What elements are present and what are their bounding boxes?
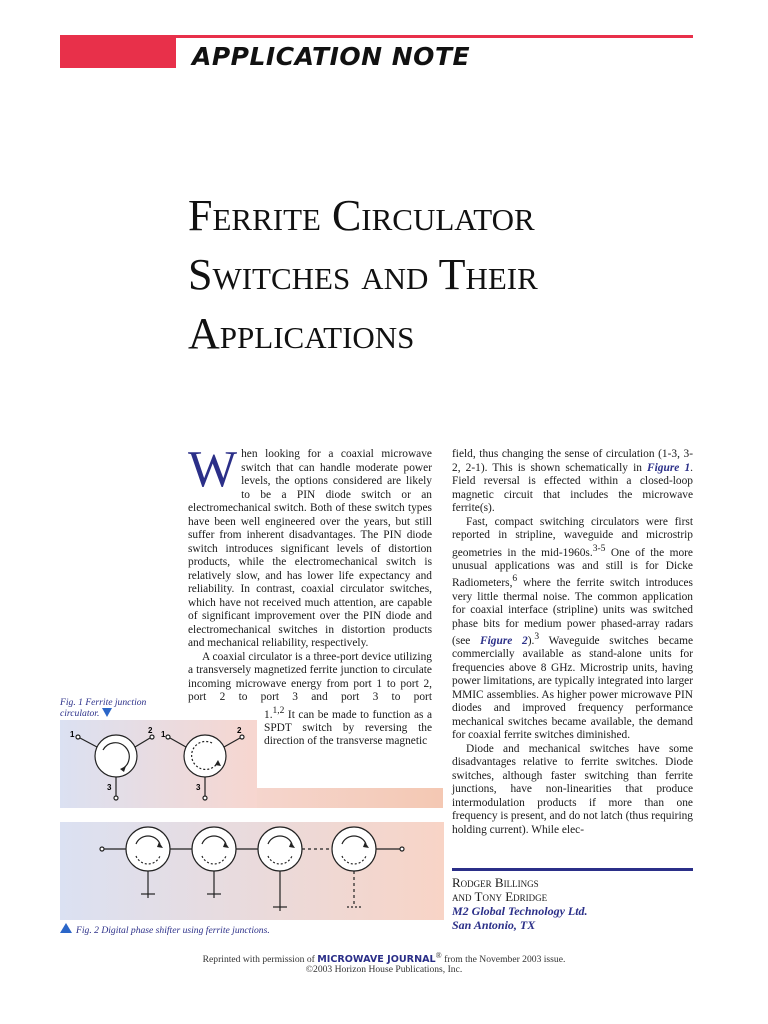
paragraph-4-text-b: One of the more unusual applications was and still is for Dicke Radiometers, — [452, 546, 693, 590]
drop-cap: W — [188, 441, 238, 498]
paragraph-4-text-a: Fast, compact switching circulators were first reported in stripline, waveguide and microstrip geometries in the mid-1960s. — [452, 515, 693, 559]
body-column-2 — [452, 448, 693, 837]
port-label-2-left: 2 — [148, 726, 153, 735]
header-rule — [176, 35, 693, 38]
author-line-1: Rodger Billings — [452, 875, 539, 890]
paragraph-4-text-e: Waveguide switches became commercially available as stand-alone units for frequencies above 8 GHz. Microstrip units, having power limitations, are typically integrated into larger MMIC assemblies. As higher power microwave PIN diodes and improved frequency performance mechanical switches became available, the demand for coaxial ferrite switches diminished. — [452, 634, 694, 742]
paragraph-5: Diode and mechanical switches have some disadvantages relative to ferrite switches. Diode switches, although faster switching than ferrite junctions, have non-linearities that produce intermodulation products if more than one frequency is present, and do not latch (thus requiring holding current). While elec- — [452, 742, 693, 836]
paragraph-3-text-b: . Field reversal is effected within a closed-loop magnetic circuit that includes the microwave ferrite(s). — [452, 461, 693, 514]
triangle-down-icon — [102, 708, 112, 717]
figure-1 — [60, 720, 257, 808]
paragraph-1 — [188, 441, 432, 651]
figure-2-caption — [60, 923, 270, 936]
paragraph-1-text: hen looking for a coaxial microwave switch that can handle moderate power levels, the options considered are likely to be a PIN diode switch or an electromechanical switch. Both of these switch types have been well engineered over the years, but still suffer from inherent disadvantages. The PIN diode switch introduces significant levels of distortion products, while the electromechanical switch is relatively slow, and has lower life expectancy and reliability. In contrast, coaxial circulator switches, which have not received much attention, are capable of significant improvement over the PIN diode and electromechanical switches in distortion products and mechanical reliability, respectively. — [188, 448, 432, 649]
circulator-right — [184, 735, 226, 777]
port-label-1-left: 1 — [70, 730, 75, 739]
figure-2-caption-text: Fig. 2 Digital phase shifter using ferrite junctions. — [76, 925, 270, 936]
reprint-text-b: from the November 2003 issue. — [441, 954, 566, 966]
title-line-2: Switches and Their — [188, 250, 538, 299]
citation-1-2: 1,2 — [272, 705, 285, 716]
paragraph-4-text-c: where the ferrite switch introduces very little thermal noise. The common application for coaxial interface (stripline) units was switched phase bits for medium power phased-array radars (see — [452, 577, 693, 647]
paragraph-4-text-d: ). — [527, 634, 535, 647]
figure-1-reference: Figure 1 — [647, 461, 691, 474]
paragraph-4 — [452, 516, 693, 743]
paragraph-3 — [452, 448, 693, 516]
paragraph-3-text-a: field, thus changing the sense of circulation (1-3, 3-2, 2-1). This is shown schematically in — [452, 448, 693, 474]
figure-2 — [60, 822, 444, 920]
author-location: San Antonio, TX — [452, 918, 536, 932]
figure-1-diagram — [60, 720, 257, 808]
title-line-1: Ferrite Circulator — [188, 191, 535, 240]
citation-6: 6 — [512, 574, 518, 585]
port-label-1-right: 1 — [161, 730, 166, 739]
author-rule — [452, 868, 693, 871]
paragraph-2-text: A coaxial circulator is a three-port device utilizing a transversely magnetized ferrite junction to circulate incoming microwave energy from port 1 to port 2, port 2 to port 3 and port 3 to port 1. — [188, 650, 432, 721]
figure-2-reference: Figure 2 — [480, 634, 528, 647]
journal-name: MICROWAVE JOURNAL — [317, 954, 436, 966]
header-red-bar — [60, 35, 176, 68]
copyright-notice: ©2003 Horizon House Publications, Inc. — [305, 964, 463, 975]
port-label-3-left: 3 — [107, 783, 112, 792]
citation-3-5: 3-5 — [592, 543, 606, 554]
circulator-left — [95, 735, 137, 777]
paragraph-2-end: It can be made to function as a SPDT switch by reversing the direction of the transverse magnetic — [264, 708, 432, 748]
port-label-2-right: 2 — [237, 726, 242, 735]
ferrite-junction-3 — [258, 827, 302, 871]
author-company: M2 Global Technology Ltd. — [452, 904, 588, 918]
article-title — [188, 186, 708, 363]
author-block — [452, 876, 693, 932]
ferrite-junction-2 — [192, 827, 236, 871]
figure-2-diagram — [60, 822, 444, 920]
reprint-text-a: Reprinted with permission of — [202, 954, 318, 966]
figure-1-background-extension — [257, 788, 443, 808]
figure-1-caption — [60, 697, 175, 719]
port-label-3-right: 3 — [196, 783, 201, 792]
figure-1-caption-text: Fig. 1 Ferrite junction circulator. — [60, 697, 147, 719]
title-line-3: Applications — [188, 309, 415, 358]
ferrite-junction-4 — [332, 827, 376, 871]
triangle-up-icon — [60, 923, 72, 933]
citation-3: 3 — [534, 632, 540, 643]
trademark-symbol: ® — [435, 951, 442, 960]
ferrite-junction-1 — [126, 827, 170, 871]
section-label: APPLICATION NOTE — [192, 42, 471, 71]
author-line-2: and Tony Edridge — [452, 889, 548, 904]
